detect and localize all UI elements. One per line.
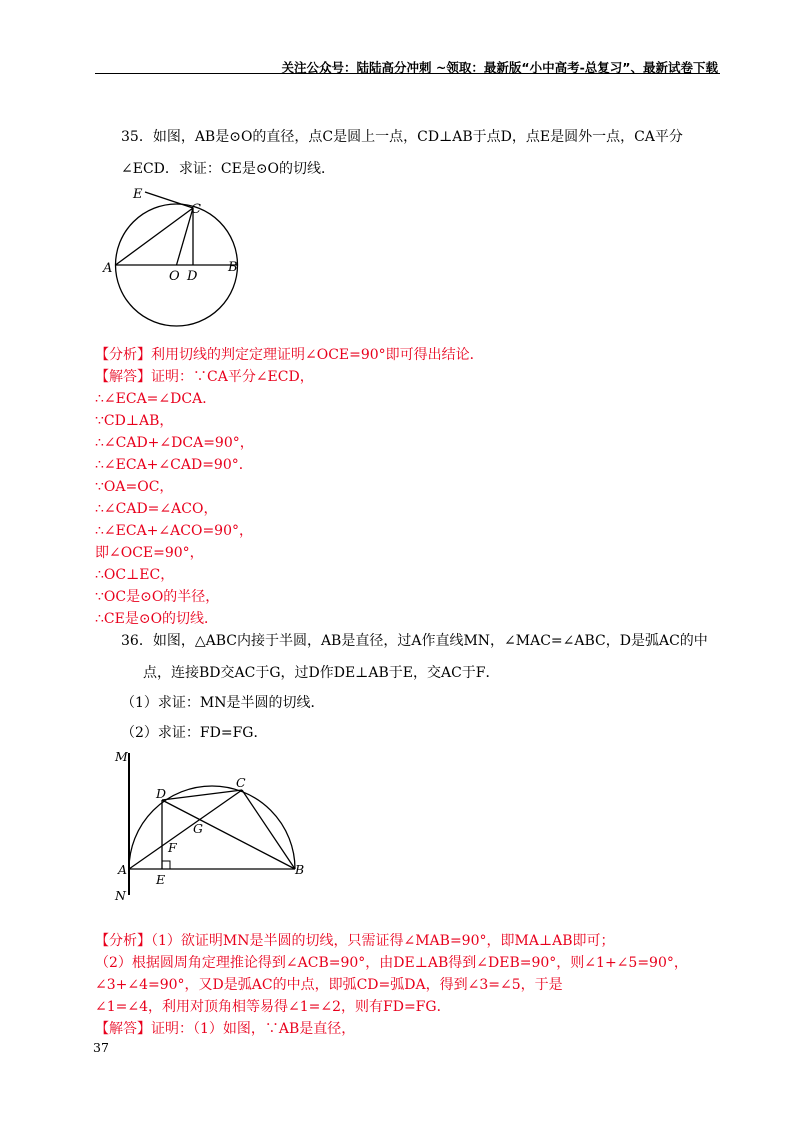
q35-solution-line: ∴∠CAD=∠ACO， <box>95 501 218 517</box>
q35-solution-line: 【解答】证明：∵CA平分∠ECD， <box>95 369 314 385</box>
q36-analysis-line: （2）根据圆周角定理推论得到∠ACB=90°，由DE⊥AB得到∠DEB=90°，则∠1+∠5=90°， <box>95 955 688 971</box>
q36-figure <box>110 745 310 905</box>
q36-statement-line2: 点，连接BD交AC于G，过D作DE⊥AB于E，交AC于F． <box>143 665 500 681</box>
q35-label-d: D <box>187 269 198 284</box>
q35-statement-line1: 35．如图，AB是⊙O的直径，点C是圆上一点，CD⊥AB于点D，点E是圆外一点，CA平分 <box>121 129 683 145</box>
q36-label-a: A <box>118 862 128 877</box>
q35-solution-line: ∴∠ECA=∠DCA． <box>95 391 217 407</box>
page-number: 37 <box>93 1040 109 1055</box>
q36-part2: （2）求证：FD=FG． <box>121 725 268 741</box>
q35-solution-line: ∴∠CAD+∠DCA=90°， <box>95 435 254 451</box>
q35-label-c: C <box>191 202 201 217</box>
q36-analysis-line: 【分析】（1）欲证明MN是半圆的切线，只需证得∠MAB=90°，即MA⊥AB即可； <box>95 933 615 949</box>
q35-solution-line: 即∠OCE=90°， <box>95 545 204 561</box>
page-header: 关注公众号：陆陆高分冲刺 ~领取：最新版“小中高考-总复习”、最新试卷下载 <box>281 60 718 75</box>
q36-label-n: N <box>115 888 126 903</box>
q36-label-g: G <box>193 821 203 836</box>
q35-figure <box>95 180 255 340</box>
q36-analysis-line: ∠1=∠4，利用对顶角相等易得∠1=∠2，则有FD=FG． <box>95 999 451 1015</box>
q35-solution-line: ∴∠ECA+∠CAD=90°． <box>95 457 253 473</box>
q36-part1: （1）求证：MN是半圆的切线． <box>121 695 325 711</box>
q35-solution-line: ∵CD⊥AB， <box>95 413 174 429</box>
q35-statement-line2: ∠ECD．求证：CE是⊙O的切线． <box>121 161 336 177</box>
q35-analysis: 【分析】利用切线的判定定理证明∠OCE=90°即可得出结论． <box>95 347 484 363</box>
q36-label-m: M <box>115 749 128 764</box>
q35-solution-line: ∴OC⊥EC， <box>95 567 175 583</box>
header-rule <box>95 73 720 74</box>
q36-label-d: D <box>156 786 167 801</box>
q36-statement-line1: 36．如图，△ABC内接于半圆，AB是直径，过A作直线MN，∠MAC=∠ABC，D是弧AC的中 <box>121 633 708 649</box>
q36-label-f: F <box>168 840 177 855</box>
q35-solution-line: ∵OC是⊙O的半径， <box>95 589 220 605</box>
q36-label-e: E <box>156 872 166 887</box>
q36-label-b: B <box>295 862 305 877</box>
q35-label-e: E <box>133 187 143 202</box>
q35-label-a: A <box>103 261 113 276</box>
q36-solution-start: 【解答】证明：（1）如图，∵AB是直径， <box>95 1021 356 1037</box>
q35-solution-line: ∴∠ECA+∠ACO=90°， <box>95 523 253 539</box>
q35-solution-line: ∵OA=OC， <box>95 479 174 495</box>
q36-analysis-line: ∠3+∠4=90°，又D是弧AC的中点，即弧CD=弧DA，得到∠3=∠5，于是 <box>95 977 563 993</box>
q35-solution-line: ∴CE是⊙O的切线． <box>95 611 219 627</box>
q36-label-c: C <box>236 775 246 790</box>
q35-label-b: B <box>228 260 238 275</box>
q35-label-o: O <box>169 269 180 284</box>
